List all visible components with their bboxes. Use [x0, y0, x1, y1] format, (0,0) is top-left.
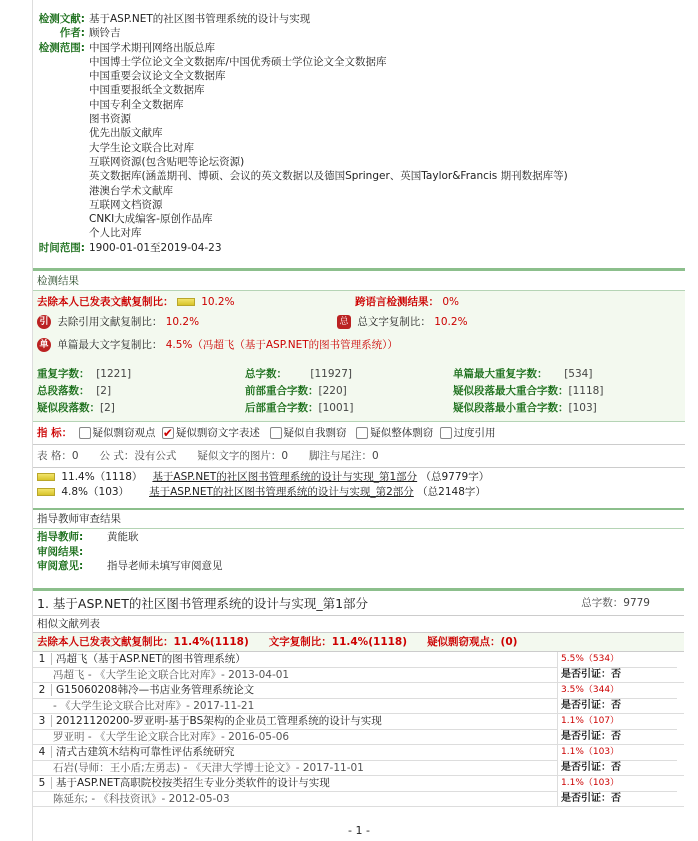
section-summary	[33, 633, 684, 652]
item-title[interactable]: G15060208韩冷—书店业务管理系统论文	[51, 684, 254, 696]
item-pct: 1.1%（107）	[561, 714, 677, 730]
scope-item: 中国重要会议论文全文数据库	[89, 70, 226, 83]
checkbox-plag-view[interactable]	[79, 427, 91, 439]
similar-header: 相似文献列表	[33, 616, 684, 633]
item-source: 石岩(导师：王小盾;左勇志) - 《天津大学博士论文》- 2017-11-01	[53, 761, 364, 774]
stat-label: 总段落数：	[37, 385, 90, 398]
scope-item: 大学生论文联合比对库	[89, 141, 194, 154]
similar-list	[33, 652, 684, 807]
quote-excl-value: 10.2%	[165, 316, 200, 329]
item-source: 冯超飞 - 《大学生论文联合比对库》- 2013-04-01	[53, 668, 290, 681]
result-label: 审阅结果:	[37, 545, 84, 558]
total-icon: 总	[337, 315, 351, 329]
stat-label: 单篇最大重复字数：	[453, 368, 548, 381]
indicator-text: 疑似剽窃文字表述	[175, 427, 260, 440]
checkbox-whole-plag[interactable]	[356, 427, 368, 439]
item-pct: 1.1%（103）	[561, 745, 677, 761]
scope-item: 中国博士学位论文全文数据库/中国优秀硕士学位论文全文数据库	[89, 55, 387, 68]
teacher-name: 黄能耿	[107, 531, 139, 544]
stat-value: [1221]	[96, 368, 132, 381]
stat-value: [1118]	[568, 385, 604, 398]
list-item	[33, 745, 684, 776]
section-title: 1. 基于ASP.NET的社区图书管理系统的设计与实现_第1部分	[37, 595, 369, 611]
item-number: 3	[38, 714, 46, 727]
stat-label: 总字数：	[245, 368, 287, 381]
quote-icon: 引	[37, 315, 51, 329]
ratio-bar-icon	[37, 473, 55, 481]
indicator-text: 疑似整体剽窃	[370, 427, 434, 440]
results-section	[33, 268, 685, 502]
item-number: 4	[38, 745, 46, 758]
scope-label: 检测范围:	[38, 41, 85, 54]
quote-excl-label: 去除引用文献复制比：	[57, 316, 163, 329]
total-copy-label: 总文字复制比：	[357, 316, 431, 329]
report-page	[32, 0, 684, 841]
opinion-label: 审阅意见:	[37, 560, 84, 573]
part-link[interactable]: 基于ASP.NET的社区图书管理系统的设计与实现_第2部分	[149, 486, 414, 499]
item-number: 2	[38, 683, 46, 696]
item-cite: 是否引证：否	[561, 668, 621, 680]
item-cite: 是否引证：否	[561, 761, 621, 773]
teacher-label: 指导教师:	[37, 531, 84, 544]
item-pct: 5.5%（534）	[561, 652, 677, 668]
item-number: 1	[38, 652, 46, 665]
single-icon: 单	[37, 338, 51, 352]
indicator-label: 指 标：	[37, 427, 73, 440]
self-excl-label: 去除本人已发表文献复制比：	[37, 296, 174, 309]
scope-item: 中国专利全文数据库	[89, 98, 184, 111]
stat-label: 疑似段落最大重合字数：	[453, 385, 569, 398]
review-opinion: 指导老师未填写审阅意见	[107, 560, 223, 573]
ratio-bar-icon	[37, 488, 55, 496]
meta-block	[33, 0, 684, 255]
list-item	[33, 683, 684, 714]
item-pct: 3.5%（344）	[561, 683, 677, 699]
checkbox-plag-text[interactable]	[162, 427, 174, 439]
list-item	[33, 652, 684, 683]
summary-text-copy: 文字复制比：11.4%(1118)	[268, 635, 408, 648]
summary-plag-view: 疑似剽窃观点：(0)	[427, 635, 518, 648]
scope-item: 互联网文档资源	[89, 198, 163, 211]
page-number: - 1 -	[348, 824, 370, 837]
item-cite: 是否引证：否	[561, 699, 621, 711]
scope-item: 港澳台学术文献库	[89, 184, 173, 197]
part-link[interactable]: 基于ASP.NET的社区图书管理系统的设计与实现_第1部分	[152, 471, 418, 484]
part-words: （总2148字）	[417, 486, 486, 499]
stat-value: [534]	[564, 368, 593, 381]
stat-value: [220]	[318, 385, 347, 398]
scope-item: 个人比对库	[89, 227, 142, 240]
part-pct: 4.8%（103）	[61, 486, 130, 499]
cross-lang-label: 跨语言检测结果：	[355, 296, 439, 309]
max-single-value: 4.5%（冯超飞（基于ASP.NET的图书管理系统））	[165, 339, 398, 352]
stat-value: [2]	[96, 385, 112, 398]
total-copy-value: 10.2%	[434, 316, 468, 329]
results-header: 检测结果	[33, 271, 685, 291]
time-label: 时间范围:	[38, 241, 85, 254]
doc-title: 基于ASP.NET的社区图书管理系统的设计与实现	[89, 13, 311, 25]
stat-label: 疑似段落最小重合字数：	[453, 402, 569, 415]
item-source: 罗亚明 - 《大学生论文联合比对库》- 2016-05-06	[53, 730, 290, 743]
scope-item: 英文数据库(涵盖期刊、博硕、会议的英文数据以及德国Springer、英国Taylor&Francis 期刊数据库等)	[89, 170, 568, 183]
cross-lang-value: 0%	[442, 296, 460, 309]
indicator-text: 过度引用	[453, 427, 496, 440]
item-pct: 1.1%（103）	[561, 776, 677, 792]
item-title[interactable]: 20121120200-罗亚明-基于BS架构的企业员工管理系统的设计与实现	[51, 715, 382, 727]
stats-grid	[37, 366, 681, 417]
ratio-bar-icon	[177, 298, 195, 306]
checkbox-over-cite[interactable]	[440, 427, 452, 439]
item-number: 5	[38, 776, 46, 789]
scope-item: 图书资源	[89, 113, 131, 126]
scope-item: 互联网资源(包含贴吧等论坛资源)	[89, 155, 245, 168]
scope-item: 中国重要报纸全文数据库	[89, 84, 205, 97]
item-title[interactable]: 冯超飞（基于ASP.NET的图书管理系统）	[51, 653, 246, 665]
review-section	[33, 508, 684, 575]
results-body	[33, 291, 685, 421]
review-header: 指导教师审查结果	[33, 510, 684, 529]
stat-label: 疑似段落数：	[37, 402, 100, 415]
item-cite: 是否引证：否	[561, 730, 621, 742]
stat-label: 后部重合字数：	[245, 402, 319, 415]
stat-value: [11927]	[310, 368, 352, 381]
item-source: - 《大学生论文联合比对库》- 2017-11-21	[53, 699, 255, 712]
indicator-text: 疑似剽窃观点	[92, 427, 156, 440]
max-single-label: 单篇最大文字复制比：	[57, 339, 163, 352]
stat-label: 重复字数：	[37, 368, 90, 381]
scope-item: CNKI大成编客-原创作品库	[89, 213, 213, 226]
list-item	[33, 776, 684, 807]
stat-label: 前部重合字数：	[245, 385, 319, 398]
checkbox-self-plag[interactable]	[270, 427, 282, 439]
author-name: 顾铃吉	[89, 27, 121, 40]
stat-value: [103]	[568, 402, 597, 415]
indicators-row	[33, 421, 685, 444]
parts-list	[33, 467, 685, 502]
scope-item: 优先出版文献库	[89, 127, 163, 140]
self-excl-value: 10.2%	[201, 296, 235, 309]
time-range: 1900-01-01至2019-04-23	[89, 241, 222, 254]
section-total: 总字数：9779	[581, 597, 650, 610]
counts-row: 表 格：0 公 式：没有公式 疑似文字的图片：0 脚注与尾注：0	[33, 444, 685, 467]
part-words: （总9779字）	[420, 471, 490, 484]
doc-label: 检测文献:	[38, 13, 85, 25]
stat-value: [1001]	[318, 402, 354, 415]
item-cite: 是否引证：否	[561, 792, 621, 804]
author-label: 作者:	[59, 27, 85, 40]
item-source: 陈延东; - 《科技资讯》- 2012-05-03	[53, 792, 230, 805]
list-item	[33, 714, 684, 745]
scope-item: 中国学术期刊网络出版总库	[89, 41, 215, 54]
section1	[33, 588, 684, 807]
part-pct: 11.4%（1118）	[61, 471, 143, 484]
item-title[interactable]: 清式古建筑木结构可靠性评估系统研究	[51, 746, 235, 758]
item-title[interactable]: 基于ASP.NET高职院校按类招生专业分类软件的设计与实现	[51, 777, 330, 789]
indicator-text: 疑似自我剽窃	[283, 427, 347, 440]
summary-self-excl: 去除本人已发表文献复制比：11.4%(1118)	[37, 635, 249, 648]
stat-value: [2]	[100, 402, 115, 415]
scope-list	[89, 41, 568, 241]
